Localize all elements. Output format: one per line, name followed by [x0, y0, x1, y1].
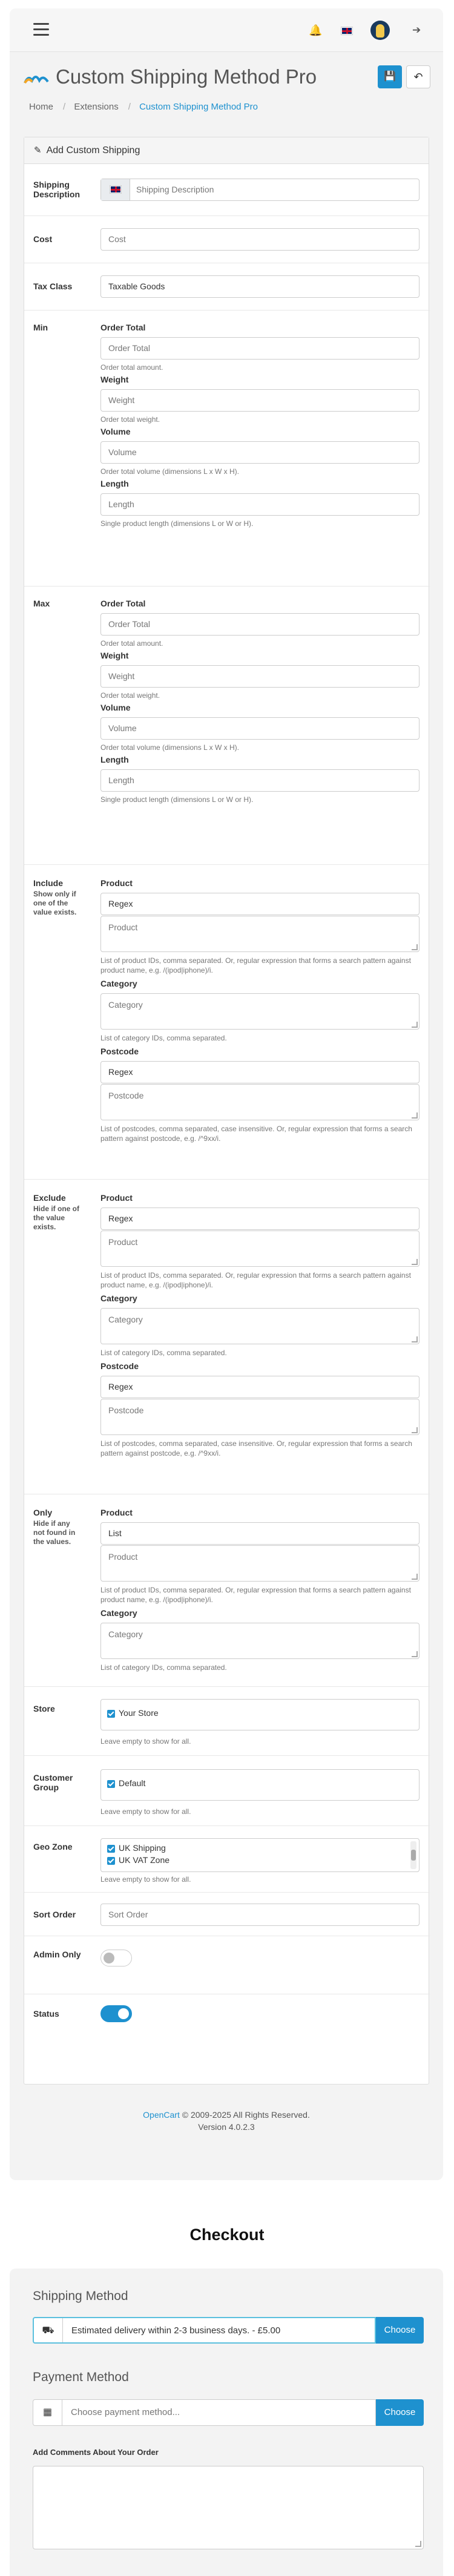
- exclude-category-label: Category: [100, 1293, 137, 1303]
- exclude-postcode-textarea[interactable]: Postcode: [100, 1399, 419, 1435]
- choose-shipping-button[interactable]: Choose: [376, 2317, 424, 2344]
- page-header: [10, 52, 443, 131]
- shipping-description-label: Shipping Description: [33, 180, 81, 199]
- include-product-mode-select[interactable]: Regex: [100, 893, 419, 915]
- choose-payment-button[interactable]: Choose: [376, 2399, 424, 2426]
- max-order-total-label: Order Total: [100, 599, 146, 608]
- exclude-postcode-mode-select[interactable]: Regex: [100, 1376, 419, 1398]
- max-weight-input[interactable]: Weight: [100, 665, 419, 688]
- shipping-method-input[interactable]: [33, 2317, 376, 2344]
- uk-flag-icon[interactable]: [341, 27, 352, 34]
- exclude-category-textarea[interactable]: Category: [100, 1308, 419, 1344]
- checkbox[interactable]: [107, 1857, 115, 1865]
- only-sublabel: Hide if any not found in the values.: [33, 1519, 76, 1546]
- checkbox[interactable]: [107, 1710, 115, 1718]
- version-text: Version 4.0.2.3: [198, 2122, 255, 2132]
- uk-flag-icon: [110, 186, 121, 193]
- include-category-label: Category: [100, 979, 137, 988]
- include-postcode-label: Postcode: [100, 1046, 139, 1056]
- save-button[interactable]: [378, 65, 402, 88]
- help-text: List of postcodes, comma separated, case insensitive. Or, regular expression that forms a search pattern against postcode, e.g. /^9xx/i.: [100, 1125, 412, 1143]
- only-product-textarea[interactable]: Product: [100, 1545, 419, 1582]
- min-length-label: Length: [100, 479, 129, 488]
- include-product-label: Product: [100, 878, 133, 888]
- min-length-input[interactable]: Length: [100, 493, 419, 516]
- exclude-sublabel: Hide if one of the value exists.: [33, 1204, 79, 1231]
- only-product-mode-select[interactable]: List: [100, 1522, 419, 1545]
- only-row: [24, 1494, 430, 1687]
- geo-zone-row: [24, 1826, 430, 1893]
- include-sublabel: Show only if one of the value exists.: [33, 890, 77, 916]
- max-row: [24, 586, 430, 865]
- include-label: Include Show only if one of the value exists.: [33, 878, 83, 917]
- only-product-label: Product: [100, 1508, 133, 1517]
- help-text: Order total volume (dimensions L x W x H).: [100, 743, 239, 752]
- card-title: Add Custom Shipping: [46, 145, 140, 156]
- payment-method-placeholder: Choose payment method...: [71, 2407, 180, 2417]
- help-text: Single product length (dimensions L or W or H).: [100, 795, 254, 804]
- top-navbar: [10, 8, 443, 52]
- shipping-method-heading: Shipping Method: [33, 2289, 128, 2303]
- max-volume-input[interactable]: Volume: [100, 717, 419, 740]
- help-text: List of product IDs, comma separated. Or, regular expression that forms a search pattern against product name, e.g. /(ipod|iphone)/i.: [100, 1586, 411, 1604]
- back-button[interactable]: [406, 65, 430, 88]
- status-label: Status: [33, 2009, 59, 2019]
- min-weight-label: Weight: [100, 375, 129, 384]
- payment-method-group: [33, 2399, 424, 2426]
- pencil-icon: ✎: [34, 145, 42, 156]
- help-text: Single product length (dimensions L or W or H).: [100, 519, 254, 528]
- only-category-label: Category: [100, 1608, 137, 1618]
- payment-method-heading: Payment Method: [33, 2370, 129, 2384]
- max-length-label: Length: [100, 755, 129, 764]
- customer-group-option[interactable]: Default: [107, 1777, 413, 1789]
- menu-toggle-icon[interactable]: [33, 23, 49, 36]
- include-postcode-mode-select[interactable]: Regex: [100, 1061, 419, 1083]
- help-text: List of category IDs, comma separated.: [100, 1034, 227, 1042]
- max-volume-label: Volume: [100, 703, 131, 712]
- scrollbar[interactable]: [410, 1841, 416, 1869]
- max-label: Max: [33, 599, 50, 608]
- status-row: [24, 1994, 430, 2046]
- status-toggle[interactable]: [100, 2005, 132, 2022]
- sort-order-label: Sort Order: [33, 1910, 76, 1919]
- exclude-row: [24, 1180, 430, 1494]
- shipping-description-row: [24, 164, 430, 216]
- only-category-textarea[interactable]: Category: [100, 1623, 419, 1659]
- checkout-panel: [10, 2269, 443, 2576]
- help-text: Leave empty to show for all.: [100, 1737, 191, 1746]
- exclude-product-mode-select[interactable]: Regex: [100, 1208, 419, 1230]
- store-label: Store: [33, 1704, 55, 1714]
- admin-panel: [10, 8, 443, 2180]
- logout-icon[interactable]: ➔: [412, 24, 421, 36]
- bell-icon[interactable]: 🔔: [309, 24, 323, 36]
- shipping-description-input[interactable]: [100, 179, 419, 201]
- help-text: List of category IDs, comma separated.: [100, 1349, 227, 1357]
- checkout-title: Checkout: [189, 2226, 265, 2244]
- exclude-label: Exclude Hide if one of the value exists.: [33, 1193, 83, 1232]
- min-weight-input[interactable]: Weight: [100, 389, 419, 412]
- help-text: List of product IDs, comma separated. Or, regular expression that forms a search pattern against product name, e.g. /(ipod|iphone)/i.: [100, 956, 411, 974]
- min-volume-label: Volume: [100, 427, 131, 436]
- admin-only-toggle[interactable]: [100, 1950, 132, 1966]
- store-option[interactable]: Your Store: [107, 1707, 413, 1719]
- opencart-logo-icon: [24, 72, 49, 85]
- sort-order-row: [24, 1893, 430, 1936]
- tax-class-label: Tax Class: [33, 281, 73, 291]
- min-order-total-label: Order Total: [100, 323, 146, 332]
- store-row: [24, 1687, 430, 1756]
- help-text: Order total weight.: [100, 691, 160, 700]
- only-label: Only Hide if any not found in the values.: [33, 1508, 83, 1546]
- cost-input[interactable]: Cost: [100, 228, 419, 251]
- page-title: Custom Shipping Method Pro: [56, 65, 317, 88]
- comments-textarea[interactable]: [33, 2466, 424, 2549]
- min-volume-input[interactable]: Volume: [100, 441, 419, 464]
- include-postcode-textarea[interactable]: Postcode: [100, 1084, 419, 1120]
- max-weight-label: Weight: [100, 651, 129, 660]
- checkbox[interactable]: [107, 1845, 115, 1853]
- geo-zone-option[interactable]: UK VAT Zone: [107, 1854, 413, 1866]
- geo-zone-checkbox-list[interactable]: [100, 1838, 419, 1872]
- shipping-description-placeholder: Shipping Description: [136, 185, 214, 194]
- exclude-product-textarea[interactable]: Product: [100, 1230, 419, 1267]
- checkbox[interactable]: [107, 1780, 115, 1788]
- help-text: Leave empty to show for all.: [100, 1807, 191, 1816]
- copyright-text: © 2009-2025 All Rights Reserved.: [182, 2110, 310, 2120]
- tax-class-row: [24, 263, 430, 310]
- customer-group-label: Customer Group: [33, 1773, 73, 1792]
- cost-row: [24, 216, 430, 263]
- credit-card-icon: ▦: [33, 2400, 62, 2425]
- geo-zone-label: Geo Zone: [33, 1842, 73, 1852]
- help-text: List of category IDs, comma separated.: [100, 1663, 227, 1672]
- help-text: Order total weight.: [100, 415, 160, 424]
- tax-class-select[interactable]: Taxable Goods: [100, 275, 419, 298]
- include-product-textarea[interactable]: Product: [100, 916, 419, 952]
- avatar[interactable]: [370, 21, 390, 40]
- payment-method-input[interactable]: [33, 2399, 376, 2426]
- card-header: [24, 137, 429, 164]
- breadcrumb: Home / Extensions / Custom Shipping Method Pro: [29, 102, 258, 112]
- customer-group-checkbox-list: [100, 1769, 419, 1801]
- comments-label: Add Comments About Your Order: [33, 2448, 159, 2457]
- include-category-textarea[interactable]: Category: [100, 993, 419, 1030]
- sort-order-input[interactable]: Sort Order: [100, 1904, 419, 1926]
- breadcrumb-extensions[interactable]: Extensions: [74, 102, 119, 112]
- help-text: Order total amount.: [100, 639, 163, 648]
- form-card: [24, 137, 429, 2085]
- include-row: [24, 865, 430, 1180]
- help-text: Order total volume (dimensions L x W x H).: [100, 467, 239, 476]
- admin-only-row: [24, 1936, 430, 1994]
- help-text: List of product IDs, comma separated. Or, regular expression that forms a search pattern against product name, e.g. /(ipod|iphone)/i.: [100, 1271, 411, 1289]
- min-label: Min: [33, 323, 48, 332]
- truck-icon: ⛟: [34, 2318, 63, 2342]
- min-order-total-input[interactable]: Order Total: [100, 337, 419, 360]
- customer-group-row: [24, 1756, 430, 1826]
- exclude-postcode-label: Postcode: [100, 1361, 139, 1371]
- footer: [10, 2109, 443, 2133]
- help-text: List of postcodes, comma separated, case insensitive. Or, regular expression that forms a search pattern against postcode, e.g. /^9xx/i.: [100, 1439, 412, 1457]
- breadcrumb-home[interactable]: Home: [29, 102, 54, 112]
- shipping-method-value: Estimated delivery within 2-3 business days. - £5.00: [71, 2325, 281, 2336]
- store-checkbox-list: [100, 1699, 419, 1730]
- min-row: [24, 310, 430, 586]
- max-length-input[interactable]: Length: [100, 769, 419, 792]
- max-order-total-input[interactable]: Order Total: [100, 613, 419, 636]
- exclude-product-label: Product: [100, 1193, 133, 1203]
- shipping-method-group: [33, 2317, 424, 2344]
- save-icon: 💾: [384, 71, 396, 82]
- help-text: Order total amount.: [100, 363, 163, 372]
- opencart-link[interactable]: OpenCart: [143, 2110, 180, 2120]
- admin-only-label: Admin Only: [33, 1950, 81, 1959]
- back-icon: ↶: [413, 71, 423, 83]
- geo-zone-option[interactable]: UK Shipping: [107, 1842, 413, 1854]
- cost-label: Cost: [33, 234, 53, 244]
- breadcrumb-current[interactable]: Custom Shipping Method Pro: [139, 102, 258, 112]
- help-text: Leave empty to show for all.: [100, 1875, 191, 1884]
